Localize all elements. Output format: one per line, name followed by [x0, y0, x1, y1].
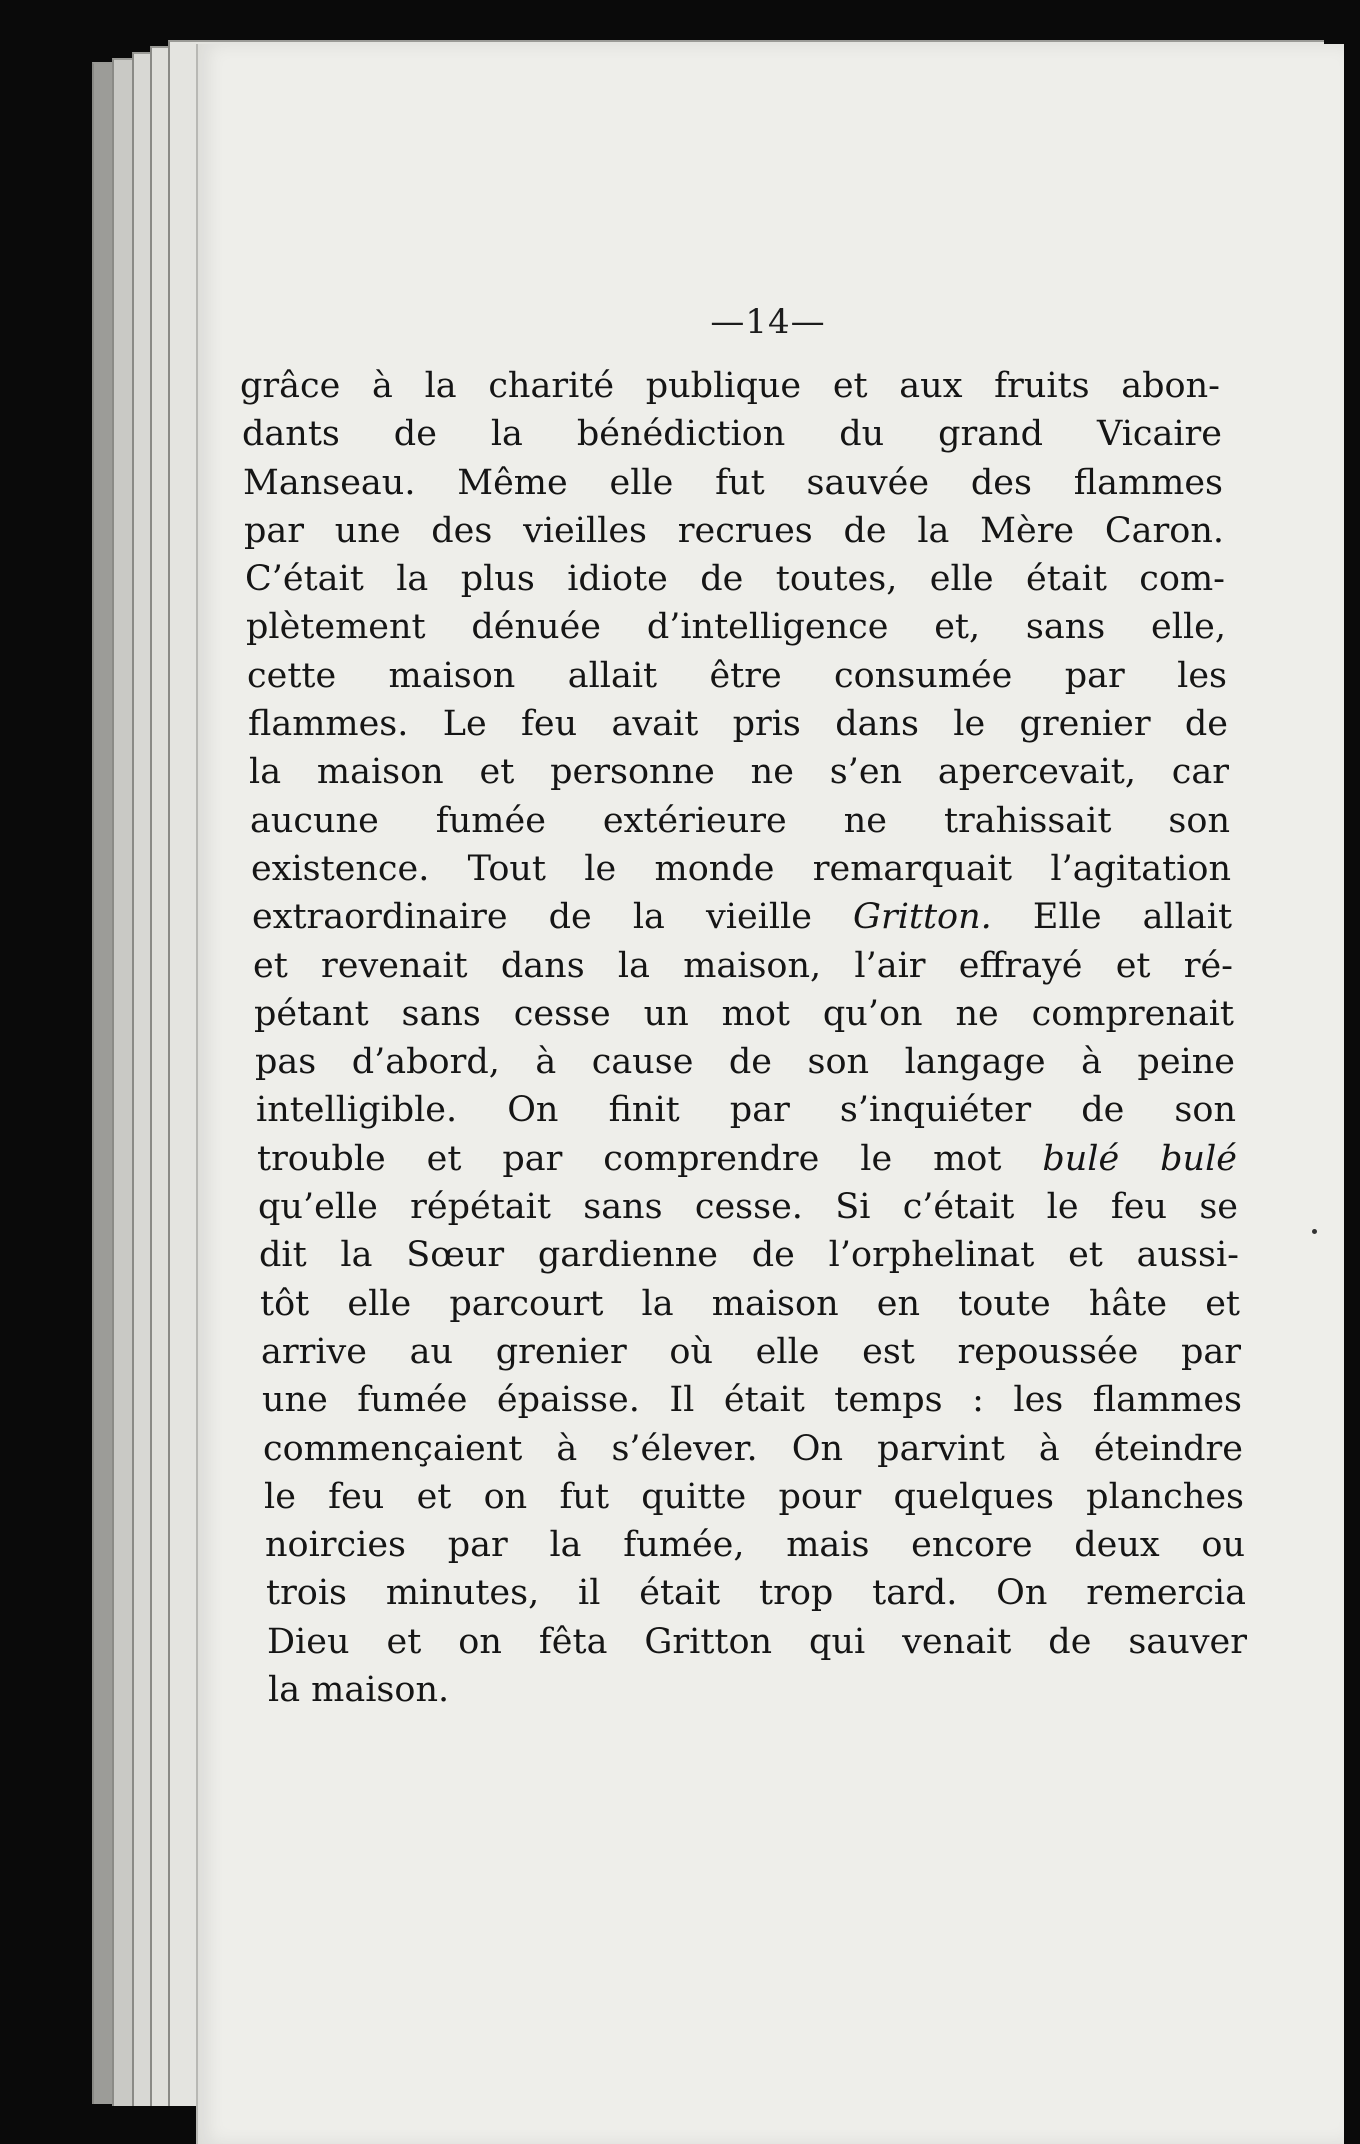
text-segment: trois minutes, il était trop tard. On remercia — [266, 1573, 1246, 1614]
italic-text: bulé bulé — [1042, 1138, 1237, 1179]
text-segment: dants de la bénédiction du grand Vicaire — [242, 414, 1222, 455]
text-line — [264, 1473, 1244, 1521]
text-segment: Dieu et on fêta Gritton qui venait de sauver — [267, 1621, 1247, 1662]
text-segment: par une des vieilles recrues de la Mère Caron. — [244, 510, 1224, 551]
text-line — [247, 652, 1227, 700]
text-line — [263, 1425, 1243, 1473]
text-line — [267, 1618, 1247, 1666]
text-line — [242, 410, 1222, 458]
text-segment: trouble et par comprendre le mot — [257, 1138, 1043, 1179]
text-segment: le feu et on fut quitte pour quelques planches — [264, 1476, 1244, 1517]
text-segment: arrive au grenier où elle est repoussée par — [261, 1331, 1241, 1372]
text-segment: plètement dénuée d’intelligence et, sans elle, — [246, 607, 1226, 648]
text-segment: flammes. Le feu avait pris dans le grenier de — [248, 704, 1228, 745]
text-segment: et revenait dans la maison, l’air effrayé et ré- — [253, 945, 1233, 986]
text-segment: cette maison allait être consumée par les — [247, 655, 1227, 696]
text-segment: extraordinaire de la vieille — [252, 897, 854, 938]
text-segment: C’était la plus idiote de toutes, elle était com- — [245, 559, 1225, 600]
text-line — [258, 1183, 1238, 1231]
text-line — [252, 893, 1232, 941]
text-segment: la maison et personne ne s’en apercevait, car — [249, 752, 1229, 793]
text-segment: pétant sans cesse un mot qu’on ne comprenait — [254, 993, 1234, 1034]
text-line — [262, 1376, 1242, 1424]
text-line — [240, 362, 1220, 410]
text-line — [254, 990, 1234, 1038]
italic-text: Gritton. — [853, 897, 992, 938]
text-line — [245, 555, 1225, 603]
text-line — [253, 942, 1233, 990]
text-line — [257, 1135, 1237, 1183]
text-segment: Elle allait — [991, 897, 1233, 938]
text-segment: aucune fumée extérieure ne trahissait son — [250, 800, 1230, 841]
text-line — [266, 1569, 1246, 1617]
text-segment: noircies par la fumée, mais encore deux ou — [265, 1525, 1245, 1566]
text-segment: pas d’abord, à cause de son langage à peine — [255, 1042, 1235, 1083]
text-segment: une fumée épaisse. Il était temps : les flammes — [262, 1380, 1242, 1421]
text-segment: intelligible. On finit par s’inquiéter de son — [256, 1090, 1236, 1131]
text-line — [256, 1086, 1236, 1134]
text-line — [248, 700, 1228, 748]
text-line — [268, 1666, 1248, 1714]
text-segment: commençaient à s’élever. On parvint à éteindre — [263, 1428, 1243, 1469]
text-line — [265, 1521, 1245, 1569]
text-segment: grâce à la charité publique et aux fruits abon- — [240, 366, 1220, 406]
text-line — [261, 1328, 1241, 1376]
text-line — [255, 1038, 1235, 1086]
text-line — [246, 603, 1226, 651]
text-line — [249, 748, 1229, 796]
text-line — [260, 1280, 1240, 1328]
text-segment: Manseau. Même elle fut sauvée des flammes — [243, 462, 1223, 503]
text-line — [259, 1231, 1239, 1279]
text-segment: qu’elle répétait sans cesse. Si c’était le feu se — [258, 1187, 1238, 1228]
text-segment: dit la Sœur gardienne de l’orphelinat et aussi- — [259, 1235, 1239, 1276]
page-number: —14— — [710, 302, 826, 342]
text-segment: la maison. — [268, 1670, 450, 1711]
text-line — [250, 797, 1230, 845]
text-line — [243, 459, 1223, 507]
body-text — [240, 362, 1300, 1714]
text-line — [251, 845, 1231, 893]
text-segment: tôt elle parcourt la maison en toute hâte et — [260, 1283, 1240, 1324]
text-segment: existence. Tout le monde remarquait l’agitation — [251, 848, 1231, 889]
text-line — [244, 507, 1224, 555]
ink-speck — [1312, 1229, 1317, 1234]
